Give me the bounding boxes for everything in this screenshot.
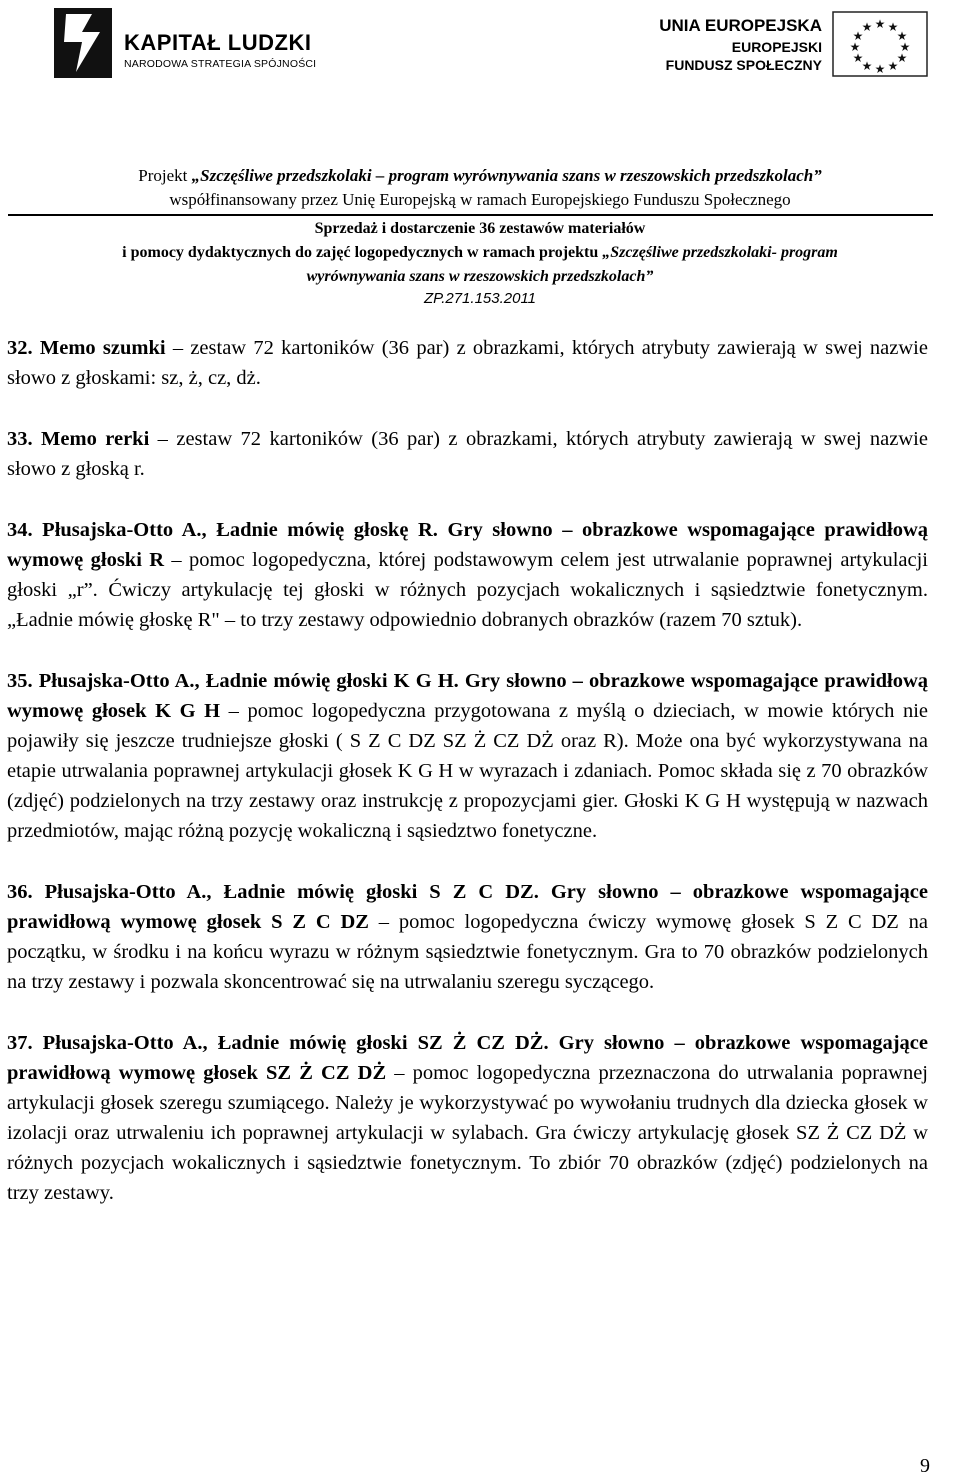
list-item	[7, 515, 928, 635]
tender-line-2	[0, 244, 960, 262]
tender-line-2-b: „Szczęśliwe przedszkolaki- program	[602, 244, 838, 261]
list-item	[7, 666, 928, 846]
eu-line-3: FUNDUSZ SPOŁECZNY	[665, 57, 822, 73]
list-item	[7, 1028, 928, 1208]
list-item	[7, 333, 928, 393]
item-text: – pomoc logopedyczna przeznaczona do utrwalania poprawnej artykulacji głosek szeregu szumiącego. Należy je wykorzystywać po wywołaniu trudnych dla dziecka głosek w izolacji oraz utrwaleniu ich poprawnej artykulacji w sylabach. Gra ćwiczy artykulację głosek SZ Ż CZ DŻ w różnych pozycjach wokalicznych i sąsiedztwie fonetycznym. To zbiór 70 obrazków (zdjęć) podzielonych na trzy zestawy.	[7, 1062, 929, 1204]
item-heading: 36. Płusajska-Otto A., Ładnie mówię głoski S Z C DZ. Gry słowno – obrazkowe wspomagające prawidłową wymowę głosek S Z C DZ	[7, 881, 928, 933]
svg-text:★: ★	[896, 51, 908, 65]
cofinanced-line: współfinansowany przez Unię Europejską w ramach Europejskiego Funduszu Społecznego	[169, 190, 791, 209]
svg-text:★: ★	[849, 40, 861, 54]
item-heading: 33. Memo rerki	[7, 428, 150, 450]
svg-text:★: ★	[861, 59, 873, 73]
logo-left-subtitle: NARODOWA STRATEGIA SPÓJNOŚCI	[124, 58, 317, 70]
svg-text:★: ★	[852, 51, 864, 65]
tender-line-1: Sprzedaż i dostarczenie 36 zestawów materiałów	[314, 220, 646, 237]
svg-text:★: ★	[861, 20, 873, 34]
item-list	[7, 333, 928, 1239]
tender-line-3: wyrównywania szans w rzeszowskich przedszkolach”	[306, 268, 654, 285]
list-item	[7, 424, 928, 484]
list-item	[7, 877, 928, 997]
svg-text:★: ★	[887, 20, 899, 34]
item-text: – zestaw 72 kartoników (36 par) z obrazkami, których atrybuty zawierają w swej nazwie słowo z głoską r.	[7, 428, 928, 480]
project-prefix: Projekt	[138, 166, 192, 185]
svg-text:★: ★	[899, 40, 911, 54]
item-heading: 34. Płusajska-Otto A., Ładnie mówię głoskę R. Gry słowno – obrazkowe wspomagające prawidłową wymowę głoski R	[7, 519, 928, 571]
project-line	[0, 166, 960, 186]
kapital-ludzki-logo	[52, 6, 372, 84]
svg-text:★: ★	[874, 17, 886, 31]
svg-text:★: ★	[874, 62, 886, 76]
eu-flag-icon	[832, 11, 928, 77]
item-text: – pomoc logopedyczna, której podstawowym celem jest utrwalanie poprawnej artykulacji głoski „r”. Ćwiczy artykulację tej głoski w różnych pozycjach wokalicznych i sąsiedztwie fonetycznym. „Ładnie mówię głoskę R" – to trzy zestawy odpowiednio dobranych obrazków (razem 70 sztuk).	[7, 549, 928, 631]
item-text: – zestaw 72 kartoników (36 par) z obrazkami, których atrybuty zawierają w swej nazwie słowo z głoskami: sz, ż, cz, dż.	[7, 337, 928, 389]
svg-text:★: ★	[896, 29, 908, 43]
header-divider	[8, 214, 933, 216]
tender-line-2-a: i pomocy dydaktycznych do zajęć logopedycznych w ramach projektu	[122, 244, 603, 261]
item-text: – pomoc logopedyczna przygotowana z myślą o dzieciach, w mowie których nie pojawiły się jeszcze trudniejsze głoski ( S Z C DZ SZ Ż CZ DŻ oraz R). Może ona być wykorzystywana na etapie utrwalania poprawnej artykulacji głosek K G H w wyrazach i zdaniach. Pomoc składa się z 70 obrazków (zdjęć) podzielonych na trzy zestawy oraz instrukcję z propozycjami gier. Głoski K G H występują w nazwach przedmiotów, mając różną pozycję wokaliczną i sąsiedztwo fonetyczne.	[7, 700, 928, 842]
eu-line-2: EUROPEJSKI	[731, 39, 822, 55]
item-text: – pomoc logopedyczna ćwiczy wymowę głosek S Z C DZ na początku, w środku i na końcu wyrazu w różnym sąsiedztwie fonetycznym. Gra to 70 obrazków podzielonych na trzy zestawy i pozwala skoncentrować się na utrwalaniu szeregu syczącego.	[7, 911, 928, 993]
logo-left-name: KAPITAŁ LUDZKI	[124, 30, 312, 55]
svg-text:★: ★	[887, 59, 899, 73]
item-heading: 32. Memo szumki	[7, 337, 166, 359]
item-heading: 37. Płusajska-Otto A., Ładnie mówię głoski SZ Ż CZ DŻ. Gry słowno – obrazkowe wspomagające prawidłową wymowę głosek SZ Ż CZ DŻ	[7, 1032, 928, 1084]
page-number: 9	[920, 1455, 930, 1477]
item-heading: 35. Płusajska-Otto A., Ładnie mówię głoski K G H. Gry słowno – obrazkowe wspomagające prawidłową wymowę głosek K G H	[7, 670, 928, 722]
eu-logo	[640, 6, 940, 84]
svg-text:★: ★	[852, 29, 864, 43]
reference-number: ZP.271.153.2011	[423, 290, 537, 307]
eu-line-1: UNIA EUROPEJSKA	[659, 16, 822, 35]
project-title: „Szczęśliwe przedszkolaki – program wyrównywania szans w rzeszowskich przedszkolach”	[191, 166, 822, 185]
kapital-ludzki-logo-icon	[52, 6, 114, 80]
